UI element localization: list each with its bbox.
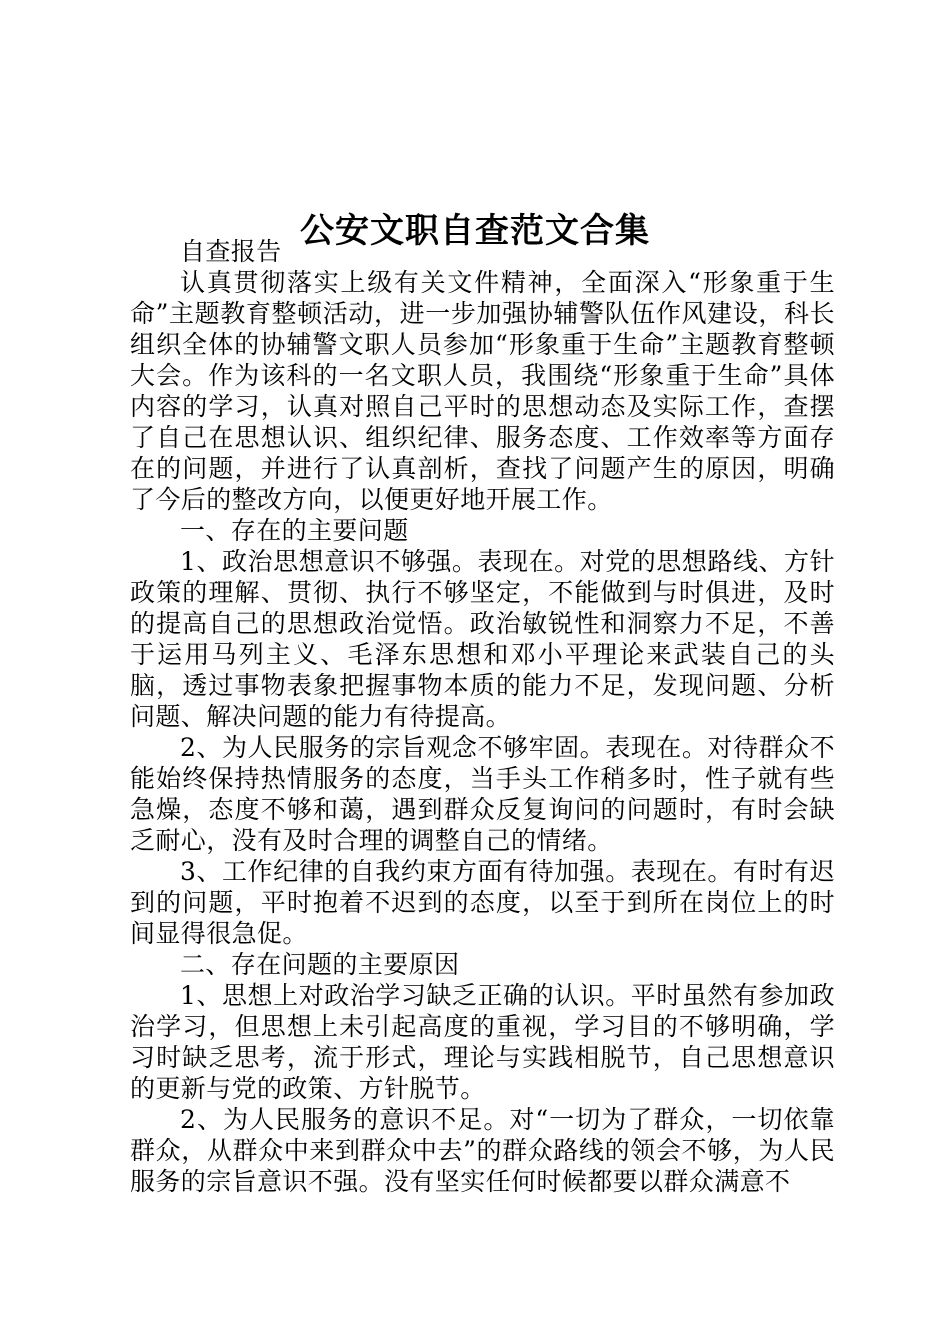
paragraph-cause-1: 1、思想上对政治学习缺乏正确的认识。平时虽然有参加政治学习，但思想上未引起高度的重视，学习目的不够明确，学习时缺乏思考，流于形式，理论与实践相脱节，自己思想意识的更新与党的政策、方针脱节。 <box>130 981 835 1103</box>
section-heading-main-problems: 一、存在的主要问题 <box>180 516 409 545</box>
paragraph-intro: 认真贯彻落实上级有关文件精神，全面深入“形象重于生命”主题教育整顿活动，进一步加强协辅警队伍作风建设，科长组织全体的协辅警文职人员参加“形象重于生命”主题教育整顿大会。作为该科的一名文职人员，我围绕“形象重于生命”具体内容的学习，认真对照自己平时的思想动态及实际工作，查摆了自己在思想认识、组织纪律、服务态度、工作效率等方面存在的问题，并进行了认真剖析，查找了问题产生的原因，明确了今后的整改方向，以便更好地开展工作。 <box>130 268 835 514</box>
paragraph-cause-2: 2、为人民服务的意识不足。对“一切为了群众，一切依靠群众，从群众中来到群众中去”的群众路线的领会不够，为人民服务的宗旨意识不强。没有坚实任何时候都要以群众满意不 <box>130 1105 835 1196</box>
paragraph-report-heading: 自查报告 <box>180 237 282 266</box>
document-body <box>130 236 835 1197</box>
section-heading-main-causes: 二、存在问题的主要原因 <box>180 950 460 979</box>
paragraph-problem-1: 1、政治思想意识不够强。表现在。对党的思想路线、方针政策的理解、贯彻、执行不够坚定，不能做到与时俱进，及时的提高自己的思想政治觉悟。政治敏锐性和洞察力不足，不善于运用马列主义、毛泽东思想和邓小平理论来武装自己的头脑，透过事物表象把握事物本质的能力不足，发现问题、分析问题、解决问题的能力有待提高。 <box>130 547 835 731</box>
document-title: 公安文职自查范文合集 <box>300 210 650 251</box>
paragraph-problem-2: 2、为人民服务的宗旨观念不够牢固。表现在。对待群众不能始终保持热情服务的态度，当手头工作稍多时，性子就有些急燥，态度不够和蔼，遇到群众反复询问的问题时，有时会缺乏耐心，没有及时合理的调整自己的情绪。 <box>130 733 835 855</box>
paragraph-problem-3: 3、工作纪律的自我约束方面有待加强。表现在。有时有迟到的问题，平时抱着不迟到的态度，以至于到所在岗位上的时间显得很急促。 <box>130 857 835 948</box>
